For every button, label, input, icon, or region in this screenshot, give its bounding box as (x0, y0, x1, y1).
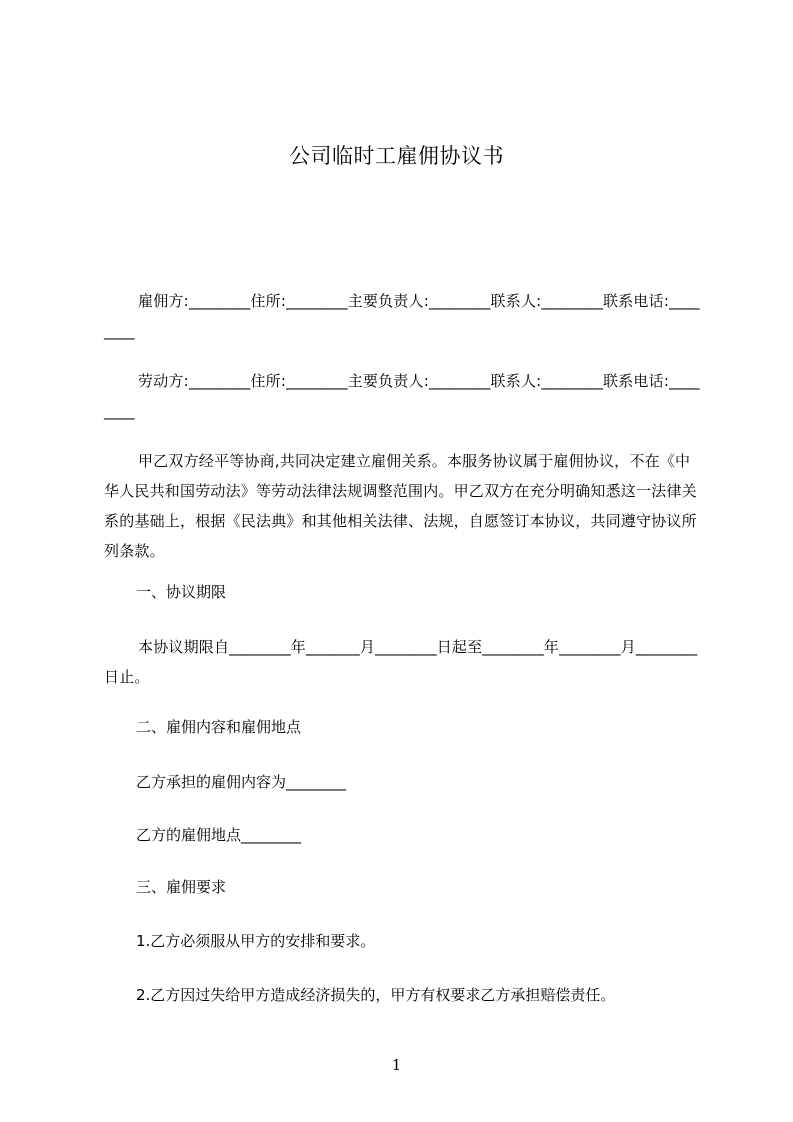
requirement-item-1: 1.乙方必须服从甲方的安排和要求。 (136, 932, 376, 950)
section-1-heading: 一、协议期限 (136, 583, 227, 601)
worker-info: 劳动方:________住所:________主要负责人:________联系人:________联系电话:________ (104, 372, 700, 420)
employment-content-line: 乙方承担的雇佣内容为________ (136, 773, 347, 791)
section-2-heading: 二、雇佣内容和雇佣地点 (136, 718, 302, 736)
preamble-paragraph: 甲乙双方经平等协商,共同决定建立雇佣关系。本服务协议属于雇佣协议，不在《中华人民共和国劳动法》等劳动法律法规调整范围内。甲乙双方在充分明确知悉这一法律关系的基础上，根据《民法典》和其他相关法律、法规，自愿签订本协议，共同遵守协议所列条款。 (104, 452, 697, 560)
requirement-item-2: 2.乙方因过失给甲方造成经济损失的，甲方有权要求乙方承担赔偿责任。 (136, 986, 616, 1004)
page-number: 1 (391, 1056, 402, 1074)
employment-location-line: 乙方的雇佣地点________ (136, 826, 302, 844)
document-title: 公司临时工雇佣协议书 (289, 144, 504, 168)
section-3-heading: 三、雇佣要求 (136, 878, 227, 896)
employer-info: 雇佣方:________住所:________主要负责人:________联系人:________联系电话:________ (104, 292, 700, 340)
term-paragraph: 本协议期限自________年_______月________日起至________年________月________日止。 (104, 638, 698, 686)
